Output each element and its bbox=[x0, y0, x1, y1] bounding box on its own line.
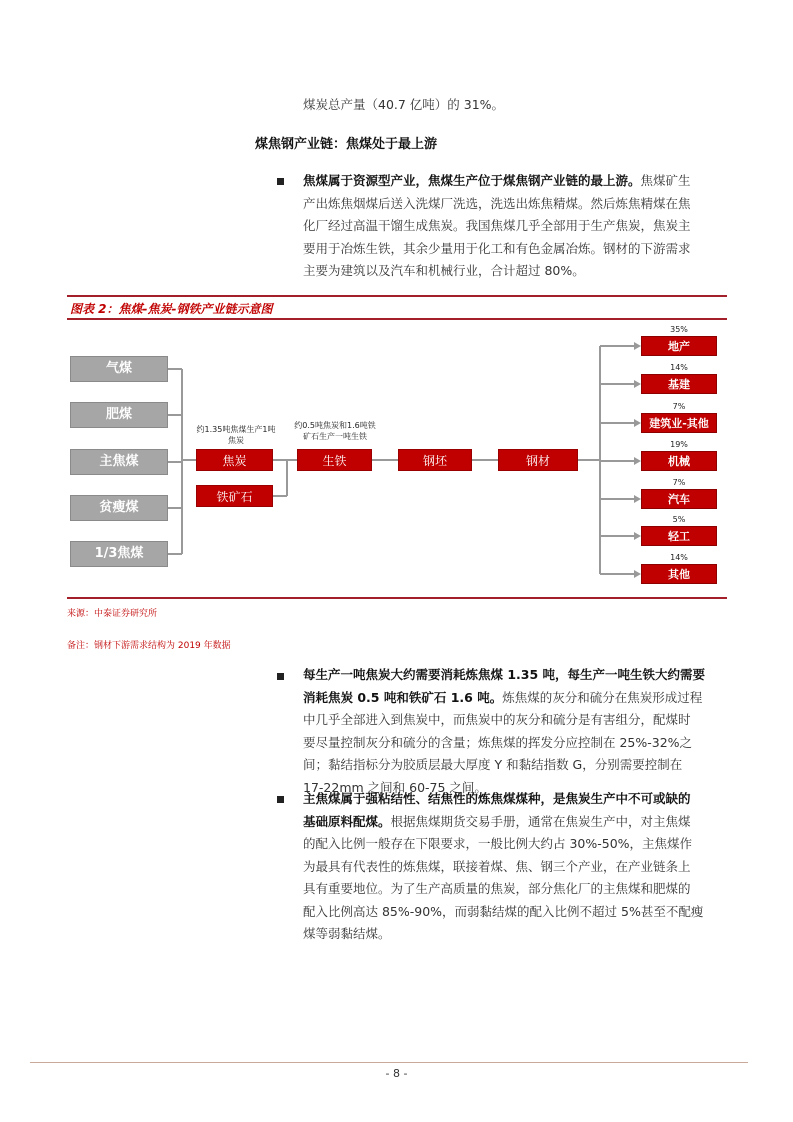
bullet1-line-3: 化厂经过高温干馏生成焦炭。我国焦煤几乎全部用于生产焦炭，焦炭主 bbox=[303, 218, 691, 233]
output-pct: 7% bbox=[672, 402, 686, 411]
bullet3-line-6: 配入比例高达 85%-90%，而弱黏结煤的配入比例不超过 5%甚至不配瘦 bbox=[303, 903, 704, 919]
output-light-industry: 轻工 bbox=[641, 526, 717, 546]
output-other: 其他 bbox=[641, 564, 717, 584]
chain-box-coke: 焦炭 bbox=[196, 449, 273, 471]
output-pct: 5% bbox=[672, 515, 686, 524]
coal-box-main-coking: 主焦煤 bbox=[70, 449, 168, 475]
coal-box-lean: 贫瘦煤 bbox=[70, 495, 168, 521]
bullet3-bold-line-1: 主焦煤属于强粘结性、结焦性的炼焦煤煤种，是焦炭生产中不可或缺的 bbox=[303, 791, 691, 806]
coal-box-gas: 气煤 bbox=[70, 356, 168, 382]
bullet-marker bbox=[277, 796, 284, 803]
chain-box-pig-iron: 生铁 bbox=[297, 449, 372, 471]
output-real-estate: 地产 bbox=[641, 336, 717, 356]
coal-box-one-third: 1/3焦煤 bbox=[70, 541, 168, 567]
output-construction-other: 建筑业-其他 bbox=[641, 413, 717, 433]
bullet1-line-4: 要用于冶炼生铁，其余少量用于化工和有色金属冶炼。钢材的下游需求 bbox=[303, 240, 691, 256]
bullet3-line-4: 为最具有代表性的炼焦煤，联接着煤、焦、钢三个产业，在产业链条上 bbox=[303, 858, 691, 874]
chain-box-iron-ore: 铁矿石 bbox=[196, 485, 273, 507]
output-pct: 19% bbox=[670, 440, 688, 449]
output-pct: 35% bbox=[670, 325, 688, 334]
output-infrastructure: 基建 bbox=[641, 374, 717, 394]
bullet2-paragraph bbox=[303, 664, 743, 799]
figure-bottom-rule bbox=[67, 597, 727, 599]
bullet2-line-4: 要尽量控制灰分和硫分的含量；炼焦煤的挥发分应控制在 25%-32%之 bbox=[303, 734, 693, 750]
footer-rule bbox=[30, 1062, 748, 1063]
bullet1-line-2: 产出炼焦烟煤后送入洗煤厂洗选，洗选出炼焦精煤。然后炼焦精煤在焦 bbox=[303, 195, 691, 211]
figure-title: 图表 2：焦煤-焦炭-钢铁产业链示意图 bbox=[70, 302, 273, 316]
output-machinery: 机械 bbox=[641, 451, 717, 471]
bullet2-line-6: 17-22mm 之间和 60-75 之间。 bbox=[303, 779, 487, 795]
bullet1-bold: 焦煤属于资源型产业，焦煤生产位于煤焦钢产业链的最上游。 bbox=[303, 173, 641, 188]
bullet3-line-5: 具有重要地位。为了生产高质量的焦炭，部分焦化厂的主焦煤和肥煤的 bbox=[303, 881, 691, 896]
bullet1-line-5: 主要为建筑以及汽车和机械行业，合计超过 80%。 bbox=[303, 263, 585, 278]
chain-box-billet: 钢坯 bbox=[398, 449, 472, 471]
chain-box-steel: 钢材 bbox=[498, 449, 578, 471]
page-number: - 8 - bbox=[385, 1067, 408, 1080]
bullet1-line-1: 焦煤属于资源型产业，焦煤生产位于煤焦钢产业链的最上游。焦煤矿生 bbox=[303, 173, 691, 188]
note-iron-ratio: 约0.5吨焦炭和1.6吨铁矿石生产一吨生铁 bbox=[294, 421, 376, 441]
bullet2-bold-line-1: 每生产一吨焦炭大约需要消耗炼焦煤 1.35 吨，每生产一吨生铁大约需要 bbox=[303, 667, 706, 682]
note-coke-ratio: 约1.35吨焦煤生产1吨焦炭 bbox=[196, 425, 276, 445]
figure-source: 来源：中泰证券研究所 bbox=[67, 609, 158, 619]
bullet3-line-3: 的配入比例一般存在下限要求，一般比例大约占 30%-50%，主焦煤作 bbox=[303, 836, 693, 851]
bullet-marker bbox=[277, 673, 284, 680]
bullet3-line-2: 基础原料配煤。根据焦煤期货交易手册，通常在焦炭生产中，对主焦煤 bbox=[303, 813, 691, 829]
figure-remark: 备注：钢材下游需求结构为 2019 年数据 bbox=[67, 641, 231, 651]
bullet3-paragraph bbox=[303, 788, 743, 946]
output-automobile: 汽车 bbox=[641, 489, 717, 509]
output-pct: 7% bbox=[672, 478, 686, 487]
bullet2-line-2: 消耗焦炭 0.5 吨和铁矿石 1.6 吨。炼焦煤的灰分和硫分在焦炭形成过程 bbox=[303, 689, 703, 705]
coal-box-fat: 肥煤 bbox=[70, 402, 168, 428]
intro-line: 煤炭总产量（40.7 亿吨）的 31%。 bbox=[303, 97, 505, 112]
bullet3-line-7: 煤等弱黏结煤。 bbox=[303, 926, 391, 941]
bullet2-line-3: 中几乎全部进入到焦炭中，而焦炭中的灰分和硫分是有害组分，配煤时 bbox=[303, 712, 691, 727]
section-heading: 煤焦钢产业链：焦煤处于最上游 bbox=[255, 137, 438, 152]
bullet2-line-5: 间；黏结指标分为胶质层最大厚度 Y 和黏结指数 G，分别需要控制在 bbox=[303, 757, 683, 772]
output-pct: 14% bbox=[670, 363, 688, 372]
output-pct: 14% bbox=[670, 553, 688, 562]
